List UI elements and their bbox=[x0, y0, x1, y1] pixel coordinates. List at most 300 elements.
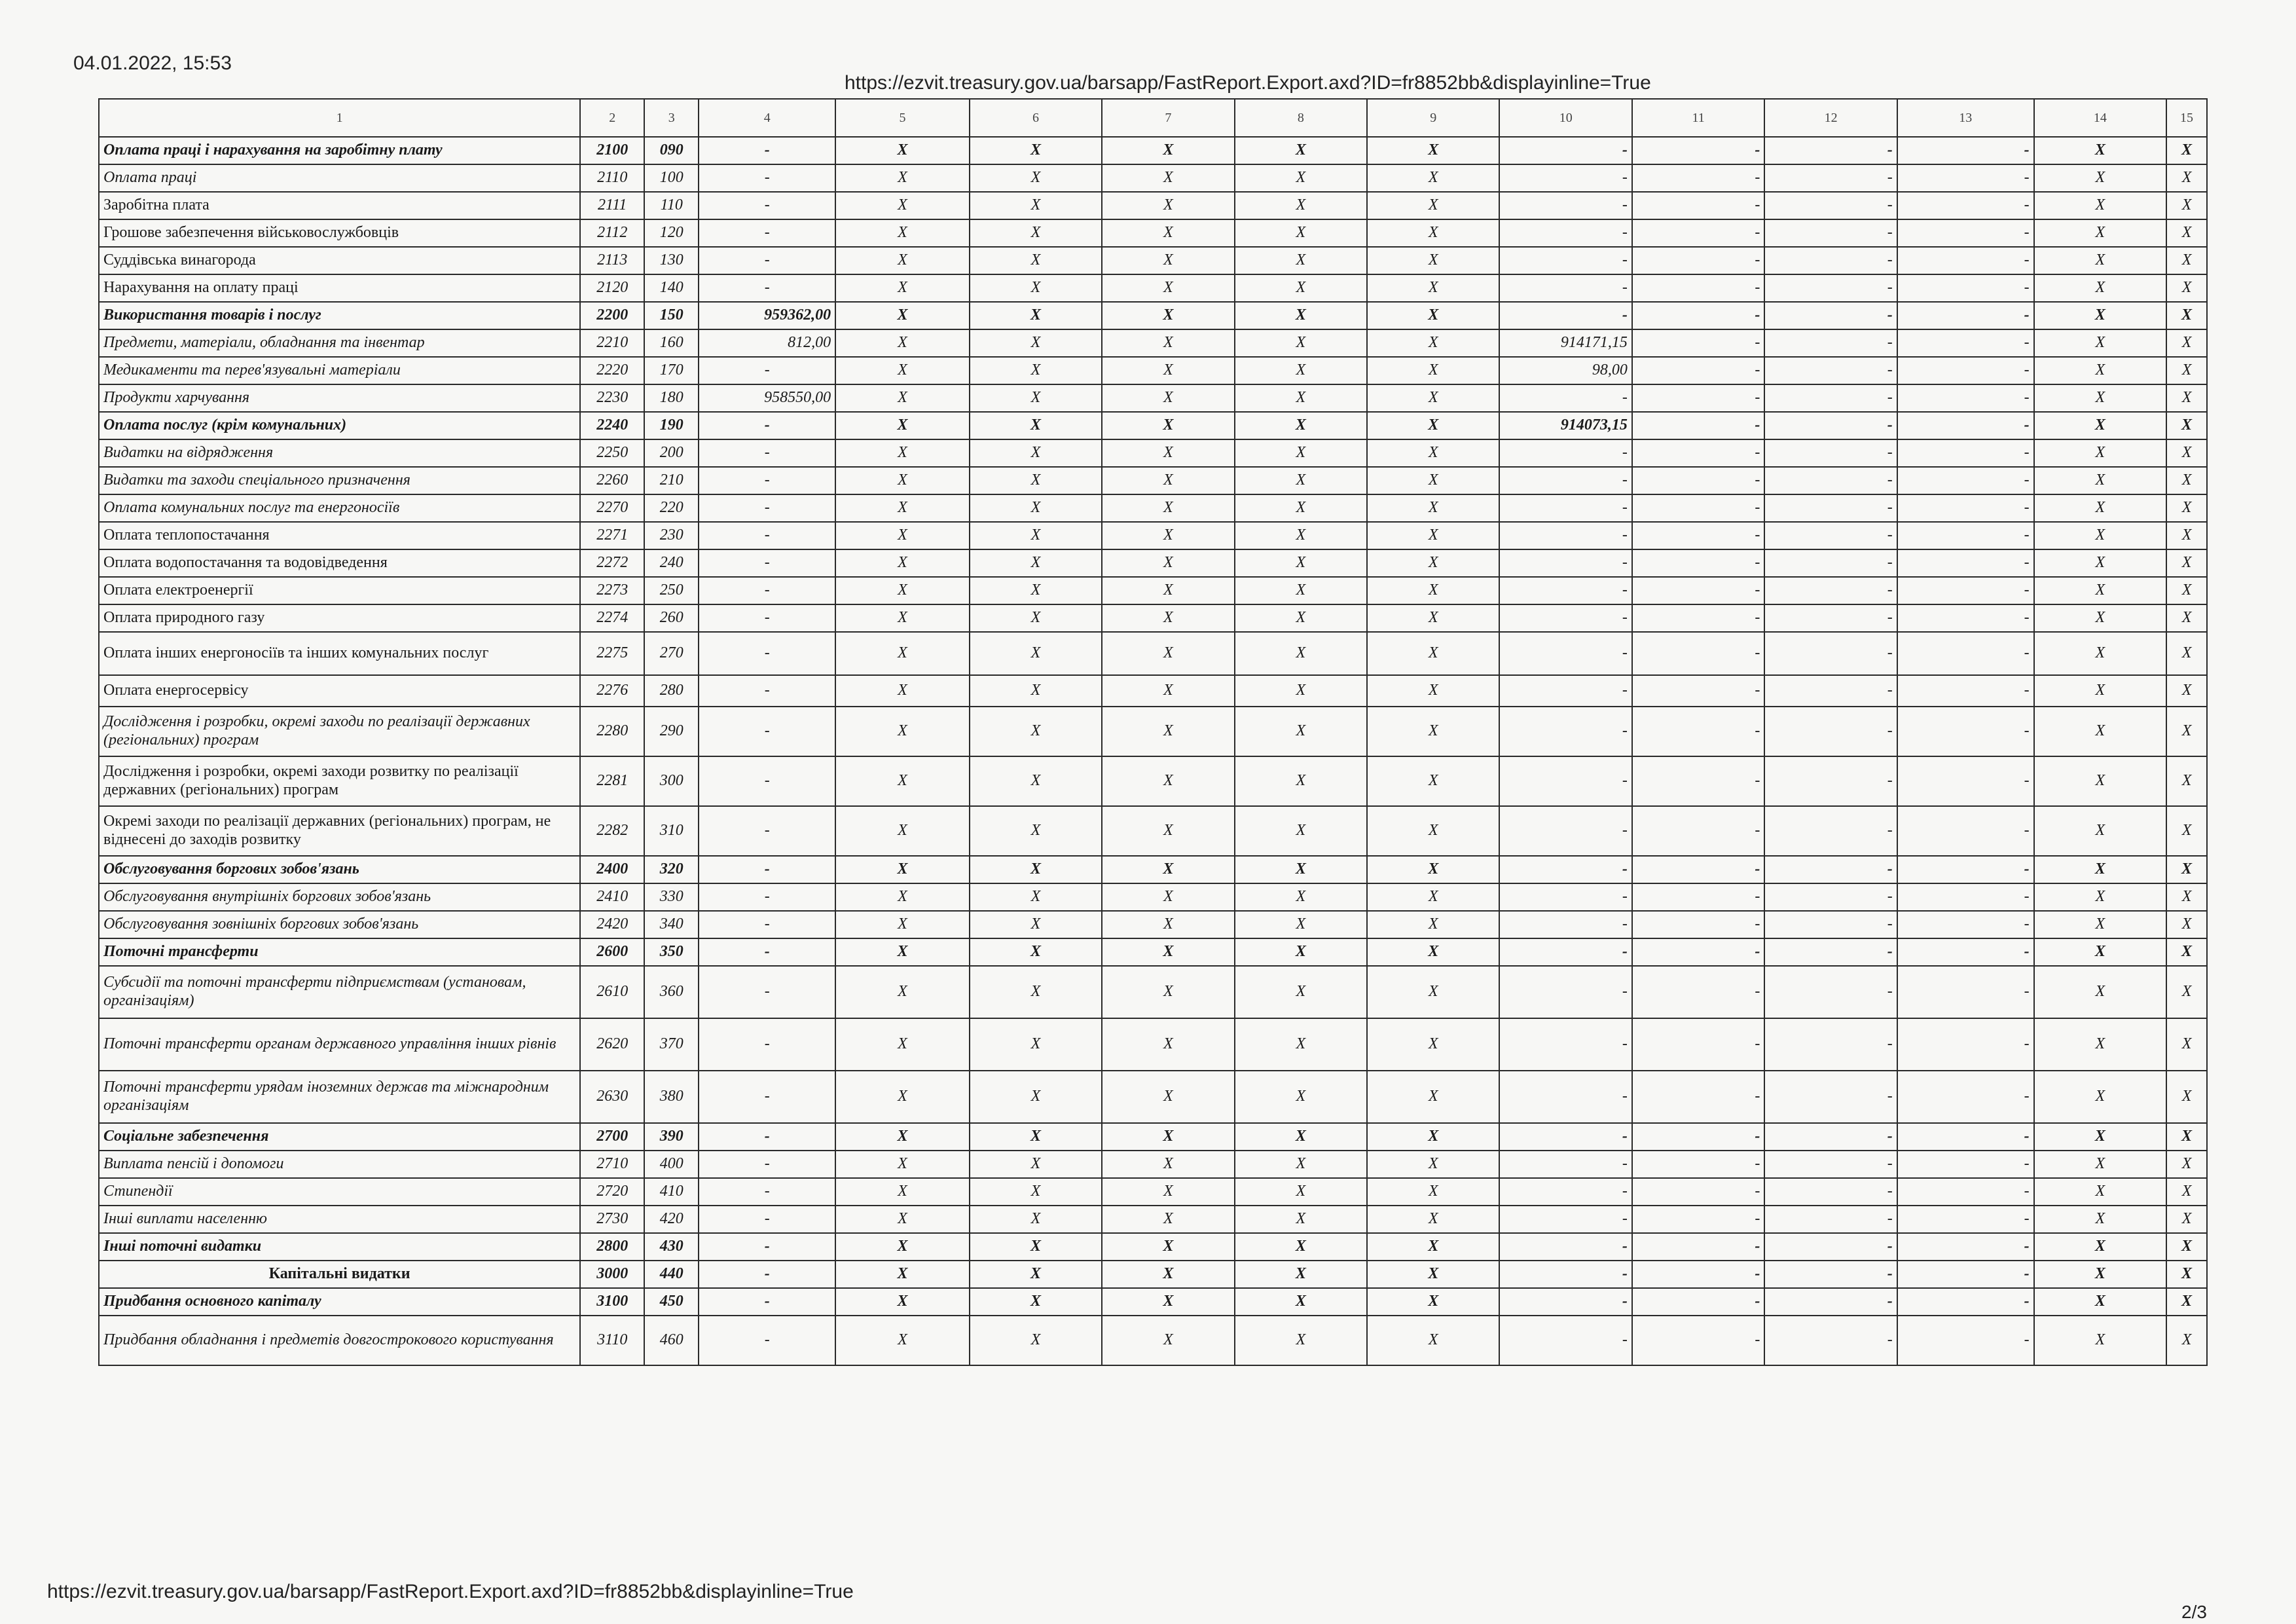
table-cell: X bbox=[970, 806, 1102, 856]
table-cell: - bbox=[1632, 756, 1764, 806]
row-label: Оплата водопостачання та водовідведення bbox=[99, 549, 580, 577]
table-cell: - bbox=[1764, 1316, 1897, 1365]
table-row bbox=[99, 675, 2207, 707]
table-cell: X bbox=[1367, 357, 1499, 384]
table-cell: - bbox=[699, 247, 835, 274]
line-code: 230 bbox=[644, 522, 699, 549]
table-cell: - bbox=[1764, 522, 1897, 549]
table-cell: - bbox=[1632, 1178, 1764, 1206]
table-row bbox=[99, 247, 2207, 274]
table-cell: X bbox=[1235, 911, 1367, 938]
table-cell: X bbox=[835, 1123, 970, 1151]
table-cell: - bbox=[1499, 1261, 1631, 1288]
kekv-code: 2100 bbox=[580, 137, 644, 164]
line-code: 150 bbox=[644, 302, 699, 329]
row-label: Дослідження і розробки, окремі заходи розвитку по реалізації державних (регіональних) програм bbox=[99, 756, 580, 806]
table-cell: X bbox=[2034, 1018, 2166, 1071]
table-cell: X bbox=[2034, 137, 2166, 164]
table-cell: X bbox=[2034, 1178, 2166, 1206]
kekv-code: 2210 bbox=[580, 329, 644, 357]
table-cell: X bbox=[1102, 1178, 1234, 1206]
line-code: 260 bbox=[644, 604, 699, 632]
table-cell: X bbox=[2166, 1178, 2207, 1206]
table-cell: X bbox=[1102, 164, 1234, 192]
table-cell: X bbox=[2166, 675, 2207, 707]
table-cell: X bbox=[1235, 938, 1367, 966]
table-row bbox=[99, 806, 2207, 856]
table-row bbox=[99, 219, 2207, 247]
table-cell: X bbox=[1102, 494, 1234, 522]
row-label: Стипендії bbox=[99, 1178, 580, 1206]
table-cell: - bbox=[1632, 1233, 1764, 1261]
line-code: 460 bbox=[644, 1316, 699, 1365]
table-cell: - bbox=[1632, 966, 1764, 1018]
table-row bbox=[99, 467, 2207, 494]
table-cell: X bbox=[1367, 467, 1499, 494]
table-cell: X bbox=[835, 1178, 970, 1206]
table-cell: X bbox=[2034, 675, 2166, 707]
table-row bbox=[99, 1178, 2207, 1206]
table-cell: - bbox=[1897, 756, 2034, 806]
table-cell: - bbox=[1897, 1151, 2034, 1178]
table-cell: X bbox=[1367, 1261, 1499, 1288]
table-cell: X bbox=[1102, 1071, 1234, 1123]
table-cell: - bbox=[1764, 1261, 1897, 1288]
table-cell: - bbox=[699, 1261, 835, 1288]
row-label: Оплата природного газу bbox=[99, 604, 580, 632]
line-code: 090 bbox=[644, 137, 699, 164]
table-cell: - bbox=[699, 938, 835, 966]
table-cell: - bbox=[1499, 911, 1631, 938]
table-cell: X bbox=[970, 1233, 1102, 1261]
table-cell: - bbox=[1764, 329, 1897, 357]
table-row bbox=[99, 604, 2207, 632]
table-cell: X bbox=[1367, 549, 1499, 577]
table-cell: X bbox=[2034, 247, 2166, 274]
amount-cell: 98,00 bbox=[1499, 357, 1631, 384]
table-cell: - bbox=[1632, 911, 1764, 938]
table-cell: X bbox=[1367, 1316, 1499, 1365]
table-cell: - bbox=[1897, 1288, 2034, 1316]
table-cell: X bbox=[835, 632, 970, 675]
table-row bbox=[99, 439, 2207, 467]
table-cell: - bbox=[1499, 675, 1631, 707]
table-cell: X bbox=[970, 675, 1102, 707]
table-row bbox=[99, 911, 2207, 938]
kekv-code: 2620 bbox=[580, 1018, 644, 1071]
table-cell: X bbox=[835, 467, 970, 494]
column-number: 4 bbox=[699, 99, 835, 137]
table-cell: X bbox=[2034, 522, 2166, 549]
table-cell: - bbox=[1632, 938, 1764, 966]
row-label: Поточні трансферти урядам іноземних держав та міжнародним організаціям bbox=[99, 1071, 580, 1123]
line-code: 250 bbox=[644, 577, 699, 604]
table-cell: X bbox=[970, 1123, 1102, 1151]
table-cell: X bbox=[835, 883, 970, 911]
table-cell: X bbox=[2034, 911, 2166, 938]
table-cell: - bbox=[699, 439, 835, 467]
table-cell: X bbox=[2034, 756, 2166, 806]
table-cell: X bbox=[2034, 467, 2166, 494]
table-cell: - bbox=[1499, 192, 1631, 219]
table-cell: X bbox=[970, 1071, 1102, 1123]
table-cell: - bbox=[699, 522, 835, 549]
table-cell: X bbox=[970, 966, 1102, 1018]
table-cell: - bbox=[1632, 522, 1764, 549]
kekv-code: 3100 bbox=[580, 1288, 644, 1316]
table-cell: X bbox=[2034, 549, 2166, 577]
table-cell: X bbox=[835, 439, 970, 467]
table-cell: - bbox=[699, 806, 835, 856]
table-cell: X bbox=[970, 1151, 1102, 1178]
table-cell: X bbox=[2034, 806, 2166, 856]
table-cell: X bbox=[1102, 707, 1234, 756]
table-row bbox=[99, 1288, 2207, 1316]
table-cell: X bbox=[2166, 938, 2207, 966]
table-cell: X bbox=[2166, 439, 2207, 467]
table-cell: - bbox=[1897, 1261, 2034, 1288]
table-cell: X bbox=[1367, 1233, 1499, 1261]
row-label: Видатки на відрядження bbox=[99, 439, 580, 467]
table-cell: - bbox=[1499, 577, 1631, 604]
table-cell: - bbox=[699, 577, 835, 604]
table-cell: X bbox=[1102, 357, 1234, 384]
table-cell: X bbox=[1102, 604, 1234, 632]
row-label: Оплата електроенергії bbox=[99, 577, 580, 604]
table-cell: X bbox=[1235, 164, 1367, 192]
table-cell: - bbox=[1632, 1288, 1764, 1316]
table-cell: - bbox=[1897, 329, 2034, 357]
table-cell: - bbox=[1897, 439, 2034, 467]
table-cell: X bbox=[1367, 806, 1499, 856]
table-row bbox=[99, 938, 2207, 966]
table-cell: X bbox=[1102, 467, 1234, 494]
kekv-code: 2710 bbox=[580, 1151, 644, 1178]
table-cell: X bbox=[2166, 707, 2207, 756]
table-cell: X bbox=[1367, 938, 1499, 966]
table-cell: X bbox=[2166, 756, 2207, 806]
table-cell: X bbox=[2034, 384, 2166, 412]
table-cell: - bbox=[1897, 577, 2034, 604]
table-cell: X bbox=[1102, 632, 1234, 675]
line-code: 330 bbox=[644, 883, 699, 911]
kekv-code: 3110 bbox=[580, 1316, 644, 1365]
header-url: https://ezvit.treasury.gov.ua/barsapp/FastReport.Export.axd?ID=fr8852bb&displayinline=True bbox=[845, 72, 1651, 94]
table-cell: X bbox=[970, 192, 1102, 219]
table-cell: - bbox=[1632, 357, 1764, 384]
table-cell: X bbox=[2034, 632, 2166, 675]
table-cell: - bbox=[699, 137, 835, 164]
table-cell: X bbox=[835, 1018, 970, 1071]
table-cell: - bbox=[1764, 439, 1897, 467]
table-cell: - bbox=[1764, 1206, 1897, 1233]
table-cell: - bbox=[1764, 137, 1897, 164]
table-cell: X bbox=[2034, 966, 2166, 1018]
line-code: 320 bbox=[644, 856, 699, 883]
table-cell: - bbox=[699, 494, 835, 522]
table-cell: X bbox=[835, 494, 970, 522]
line-code: 420 bbox=[644, 1206, 699, 1233]
table-cell: - bbox=[1897, 856, 2034, 883]
table-cell: X bbox=[1235, 274, 1367, 302]
column-number: 2 bbox=[580, 99, 644, 137]
table-cell: X bbox=[1235, 1178, 1367, 1206]
row-label: Капітальні видатки bbox=[99, 1261, 580, 1288]
table-cell: - bbox=[1764, 1233, 1897, 1261]
table-cell: X bbox=[1102, 1288, 1234, 1316]
table-cell: X bbox=[1235, 1261, 1367, 1288]
line-code: 400 bbox=[644, 1151, 699, 1178]
kekv-code: 2240 bbox=[580, 412, 644, 439]
kekv-code: 2730 bbox=[580, 1206, 644, 1233]
table-cell: - bbox=[1764, 883, 1897, 911]
table-cell: X bbox=[1102, 756, 1234, 806]
table-row bbox=[99, 412, 2207, 439]
table-cell: - bbox=[699, 412, 835, 439]
table-cell: - bbox=[1764, 302, 1897, 329]
table-cell: - bbox=[699, 1123, 835, 1151]
table-cell: - bbox=[1499, 247, 1631, 274]
table-cell: X bbox=[1102, 675, 1234, 707]
table-cell: X bbox=[2166, 1316, 2207, 1365]
table-cell: X bbox=[1235, 1018, 1367, 1071]
table-cell: - bbox=[699, 856, 835, 883]
table-cell: X bbox=[835, 675, 970, 707]
table-cell: X bbox=[970, 911, 1102, 938]
table-cell: - bbox=[1764, 604, 1897, 632]
row-label: Обслуговування боргових зобов'язань bbox=[99, 856, 580, 883]
table-row bbox=[99, 192, 2207, 219]
line-code: 110 bbox=[644, 192, 699, 219]
table-cell: - bbox=[1764, 1151, 1897, 1178]
table-cell: X bbox=[1235, 1123, 1367, 1151]
table-cell: X bbox=[970, 577, 1102, 604]
table-cell: - bbox=[1764, 219, 1897, 247]
line-code: 240 bbox=[644, 549, 699, 577]
table-cell: - bbox=[1499, 494, 1631, 522]
kekv-code: 2630 bbox=[580, 1071, 644, 1123]
row-label: Оплата теплопостачання bbox=[99, 522, 580, 549]
table-cell: - bbox=[699, 883, 835, 911]
table-cell: - bbox=[1632, 439, 1764, 467]
table-cell: X bbox=[835, 1316, 970, 1365]
column-number: 5 bbox=[835, 99, 970, 137]
table-cell: X bbox=[2166, 911, 2207, 938]
table-cell: X bbox=[1102, 192, 1234, 219]
table-cell: X bbox=[1102, 247, 1234, 274]
table-cell: - bbox=[1632, 384, 1764, 412]
table-cell: - bbox=[1499, 1123, 1631, 1151]
table-cell: X bbox=[1367, 756, 1499, 806]
kekv-code: 2110 bbox=[580, 164, 644, 192]
kekv-code: 2111 bbox=[580, 192, 644, 219]
table-cell: X bbox=[2166, 412, 2207, 439]
row-label: Використання товарів і послуг bbox=[99, 302, 580, 329]
table-cell: X bbox=[835, 357, 970, 384]
table-cell: - bbox=[1499, 1288, 1631, 1316]
table-cell: - bbox=[1499, 467, 1631, 494]
table-cell: X bbox=[2034, 302, 2166, 329]
table-cell: X bbox=[1367, 137, 1499, 164]
table-cell: - bbox=[1632, 707, 1764, 756]
table-cell: - bbox=[1897, 707, 2034, 756]
table-cell: - bbox=[1632, 137, 1764, 164]
table-cell: X bbox=[2166, 137, 2207, 164]
line-code: 340 bbox=[644, 911, 699, 938]
kekv-code: 2700 bbox=[580, 1123, 644, 1151]
table-cell: X bbox=[1367, 1071, 1499, 1123]
table-cell: - bbox=[1632, 856, 1764, 883]
table-cell: X bbox=[1102, 883, 1234, 911]
table-row bbox=[99, 1018, 2207, 1071]
table-cell: - bbox=[1499, 1316, 1631, 1365]
table-cell: X bbox=[970, 357, 1102, 384]
table-cell: X bbox=[970, 439, 1102, 467]
table-cell: X bbox=[970, 412, 1102, 439]
table-cell: - bbox=[1632, 549, 1764, 577]
table-cell: X bbox=[835, 911, 970, 938]
table-cell: - bbox=[1897, 675, 2034, 707]
table-cell: X bbox=[1235, 549, 1367, 577]
table-row bbox=[99, 632, 2207, 675]
row-label: Оплата інших енергоносіїв та інших комунальних послуг bbox=[99, 632, 580, 675]
table-cell: X bbox=[1235, 412, 1367, 439]
table-row bbox=[99, 357, 2207, 384]
table-cell: X bbox=[2166, 1288, 2207, 1316]
table-cell: X bbox=[2166, 467, 2207, 494]
table-cell: - bbox=[1499, 632, 1631, 675]
table-cell: - bbox=[1499, 164, 1631, 192]
table-cell: X bbox=[1102, 1018, 1234, 1071]
table-cell: X bbox=[835, 806, 970, 856]
table-cell: X bbox=[1367, 439, 1499, 467]
table-cell: - bbox=[1499, 856, 1631, 883]
line-code: 140 bbox=[644, 274, 699, 302]
table-cell: - bbox=[1632, 1206, 1764, 1233]
table-row bbox=[99, 1233, 2207, 1261]
row-label: Придбання обладнання і предметів довгострокового користування bbox=[99, 1316, 580, 1365]
table-cell: - bbox=[1632, 1151, 1764, 1178]
kekv-code: 2282 bbox=[580, 806, 644, 856]
table-cell: X bbox=[835, 412, 970, 439]
table-cell: X bbox=[1235, 856, 1367, 883]
table-cell: X bbox=[2166, 274, 2207, 302]
kekv-code: 2120 bbox=[580, 274, 644, 302]
table-cell: - bbox=[1897, 494, 2034, 522]
table-cell: X bbox=[2034, 604, 2166, 632]
table-cell: - bbox=[1897, 604, 2034, 632]
table-cell: - bbox=[1632, 164, 1764, 192]
table-cell: X bbox=[835, 1206, 970, 1233]
row-label: Нарахування на оплату праці bbox=[99, 274, 580, 302]
table-cell: X bbox=[1235, 467, 1367, 494]
row-label: Предмети, матеріали, обладнання та інвентар bbox=[99, 329, 580, 357]
table-cell: - bbox=[1499, 938, 1631, 966]
table-cell: X bbox=[1235, 1316, 1367, 1365]
row-label: Оплата енергосервісу bbox=[99, 675, 580, 707]
table-cell: - bbox=[699, 1151, 835, 1178]
table-cell: X bbox=[835, 1151, 970, 1178]
table-cell: - bbox=[699, 357, 835, 384]
kekv-code: 2800 bbox=[580, 1233, 644, 1261]
table-cell: X bbox=[970, 1261, 1102, 1288]
row-label: Поточні трансферти bbox=[99, 938, 580, 966]
row-label: Субсидії та поточні трансферти підприємствам (установам, організаціям) bbox=[99, 966, 580, 1018]
line-code: 410 bbox=[644, 1178, 699, 1206]
table-cell: X bbox=[2166, 1151, 2207, 1178]
table-row bbox=[99, 329, 2207, 357]
table-cell: X bbox=[2166, 247, 2207, 274]
table-cell: - bbox=[1897, 1233, 2034, 1261]
table-cell: X bbox=[835, 1261, 970, 1288]
table-cell: - bbox=[699, 192, 835, 219]
table-cell: X bbox=[2166, 883, 2207, 911]
table-cell: X bbox=[1102, 1261, 1234, 1288]
table-cell: X bbox=[2034, 1123, 2166, 1151]
table-cell: - bbox=[699, 467, 835, 494]
table-cell: X bbox=[835, 756, 970, 806]
table-cell: - bbox=[1764, 494, 1897, 522]
table-cell: X bbox=[1235, 675, 1367, 707]
table-cell: X bbox=[1235, 806, 1367, 856]
table-cell: - bbox=[1897, 192, 2034, 219]
table-cell: X bbox=[1102, 439, 1234, 467]
column-number: 14 bbox=[2034, 99, 2166, 137]
table-cell: - bbox=[1764, 192, 1897, 219]
table-cell: X bbox=[1367, 1151, 1499, 1178]
table-cell: - bbox=[1632, 577, 1764, 604]
table-cell: X bbox=[1367, 1178, 1499, 1206]
table-cell: - bbox=[699, 274, 835, 302]
column-number: 9 bbox=[1367, 99, 1499, 137]
table-cell: X bbox=[2034, 1151, 2166, 1178]
table-cell: X bbox=[835, 1233, 970, 1261]
line-code: 430 bbox=[644, 1233, 699, 1261]
table-cell: X bbox=[2034, 707, 2166, 756]
table-cell: X bbox=[1102, 1233, 1234, 1261]
table-cell: X bbox=[970, 938, 1102, 966]
table-cell: - bbox=[1897, 966, 2034, 1018]
row-label: Соціальне забезпечення bbox=[99, 1123, 580, 1151]
table-cell: - bbox=[1764, 1178, 1897, 1206]
table-cell: - bbox=[1764, 1288, 1897, 1316]
table-cell: X bbox=[2034, 192, 2166, 219]
table-cell: X bbox=[2034, 274, 2166, 302]
kekv-code: 2200 bbox=[580, 302, 644, 329]
table-cell: - bbox=[699, 1071, 835, 1123]
amount-cell: 958550,00 bbox=[699, 384, 835, 412]
table-cell: X bbox=[970, 632, 1102, 675]
table-cell: X bbox=[1102, 137, 1234, 164]
table-cell: X bbox=[970, 1178, 1102, 1206]
row-label: Окремі заходи по реалізації державних (регіональних) програм, не віднесені до заходів розвитку bbox=[99, 806, 580, 856]
line-code: 130 bbox=[644, 247, 699, 274]
kekv-code: 2610 bbox=[580, 966, 644, 1018]
table-row bbox=[99, 1206, 2207, 1233]
table-cell: - bbox=[699, 675, 835, 707]
table-cell: X bbox=[2166, 577, 2207, 604]
table-cell: X bbox=[2166, 192, 2207, 219]
table-row bbox=[99, 1123, 2207, 1151]
table-cell: - bbox=[699, 164, 835, 192]
table-cell: X bbox=[970, 1316, 1102, 1365]
table-cell: X bbox=[835, 966, 970, 1018]
table-cell: - bbox=[1499, 1178, 1631, 1206]
table-cell: X bbox=[970, 247, 1102, 274]
table-row bbox=[99, 302, 2207, 329]
table-cell: - bbox=[1764, 577, 1897, 604]
table-cell: X bbox=[2166, 1071, 2207, 1123]
